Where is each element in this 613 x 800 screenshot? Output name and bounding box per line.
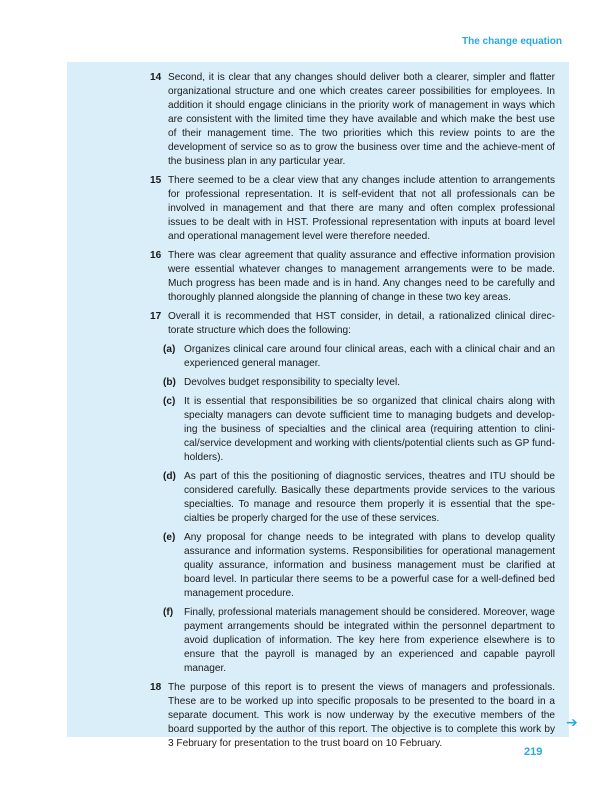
paragraph-text: Overall it is recommended that HST consider, in detail, a rationalized clinical direc-torate structure which does the following: — [168, 311, 555, 336]
running-head-title: The change equation — [461, 36, 562, 47]
subitem-text: Devolves budget responsibility to specialty level. — [184, 377, 401, 388]
paragraph-number: 16 — [150, 250, 162, 261]
paragraph-number: 18 — [150, 682, 162, 693]
page-number: 219 — [524, 746, 543, 758]
paragraph-number: 15 — [150, 175, 162, 186]
subitem-d — [150, 470, 555, 526]
body-text — [150, 71, 555, 756]
subitem-text: It is essential that responsibilities be so organized that clinical chairs along with specialty managers can devote sufficient time to managing budgets and develop-ing the business of specialties and the clinical area (requiring attention to clini-cal/service development and working with clients/potential clients such as GP fund-holders). — [184, 396, 555, 463]
subitem-a — [150, 343, 555, 371]
paragraph-text: There seemed to be a clear view that any changes include attention to arrangements for professional representation. It is self-evident that not all professionals can be involved in management and that there are many and often complex professional issues to be dealt with in HST. Professional representation with inputs at board level and operational management level were therefore needed. — [168, 175, 555, 242]
subitem-label: (a) — [163, 344, 176, 355]
paragraph-text: There was clear agreement that quality assurance and effective information provision were essential whatever changes to management arrangements were to be made. Much progress has been made and is in hand. Any changes need to be carefully and thoroughly planned alongside the planning of change in these two key areas. — [168, 250, 555, 303]
paragraph-text: Second, it is clear that any changes should deliver both a clearer, simpler and flatter organizational structure and one which creates career possibilities for employees. In addition it should engage clinicians in the priority work of management in ways which are consistent with the limited time they have available and which make the best use of their management time. The two priorities which this review points to are the development of service so as to grow the business over time and the achieve-ment of the business plan in any particular year. — [168, 72, 555, 167]
paragraph-15 — [150, 174, 555, 244]
subitem-text: Finally, professional materials management should be considered. Moreover, wage payment arrangements should be integrated within the personnel department to avoid duplication of information. The key here from experience elsewhere is to ensure that the payroll is managed by an experienced and capable payroll manager. — [184, 607, 555, 674]
subitem-label: (f) — [163, 607, 174, 618]
subitem-label: (e) — [163, 532, 176, 543]
subitem-label: (b) — [163, 377, 176, 388]
subitem-text: Organizes clinical care around four clinical areas, each with a clinical chair and an experienced general manager. — [184, 344, 555, 369]
paragraph-number: 14 — [150, 72, 162, 83]
subitem-c — [150, 395, 555, 465]
subitem-label: (d) — [163, 471, 176, 482]
paragraph-18 — [150, 681, 555, 751]
subitem-f — [150, 606, 555, 676]
paragraph-14 — [150, 71, 555, 169]
paragraph-text: The purpose of this report is to present the views of managers and professionals. These are to be worked up into specific proposals to be presented to the board in a separate document. This work is now underway by the executive members of the board supported by the author of this report. The objective is to complete this work by 3 February for presentation to the trust board on 10 February. — [168, 682, 555, 749]
subitem-text: Any proposal for change needs to be integrated with plans to develop quality assurance and information systems. Responsibilities for operational management quality assurance, information and business management must be clarified at board level. In particular there seems to be a powerful case for a well-defined bed management procedure. — [184, 532, 555, 599]
subitem-e — [150, 531, 555, 601]
subitem-b — [150, 376, 555, 390]
subitem-text: As part of this the positioning of diagnostic services, theatres and ITU should be considered carefully. Basically these departments provide services to the various specialties. To manage and resource them properly it is essential that the spe-cialties be properly charged for the use of these services. — [184, 471, 555, 524]
continue-arrow-icon: ➔ — [566, 714, 578, 730]
subitem-label: (c) — [163, 396, 176, 407]
paragraph-17 — [150, 310, 555, 338]
paragraph-number: 17 — [150, 311, 162, 322]
paragraph-16 — [150, 249, 555, 305]
